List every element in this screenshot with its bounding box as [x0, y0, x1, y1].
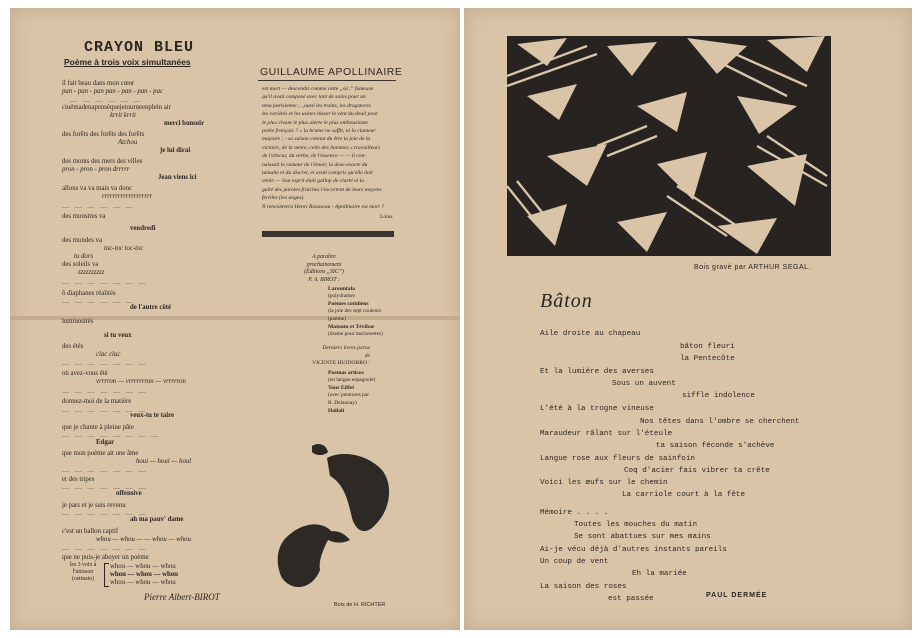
- baton-line: Un coup de vent: [540, 558, 609, 566]
- poem-line: des soleils va: [62, 261, 99, 268]
- baton-line: Sous un auvent: [612, 380, 676, 388]
- apollinaire-line: Il rencontrera Henri Rousseau - Apollinaire est mort ?: [262, 203, 385, 210]
- poem-line: je lui dirai: [160, 147, 191, 154]
- poem-line: — — — — — — —: [62, 545, 148, 553]
- poem-line: — — — — — — —: [62, 388, 148, 396]
- poem-subtitle: Poème à trois voix simultanées: [64, 57, 191, 67]
- announcement-subtitle: (avec peintures par: [328, 391, 370, 398]
- baton-author: PAUL DERMÉE: [706, 592, 768, 599]
- poem-line: Jean viens ici: [158, 174, 197, 181]
- baton-line: Ai-je vécu déjà d'autres instants pareils: [540, 546, 727, 554]
- baton-line: la Pentecôte: [680, 355, 735, 363]
- poem-line: des monstres va: [62, 213, 106, 220]
- poem-line: toc-toc toc-toc: [104, 245, 144, 252]
- poem-line: zzzzzzzzzz: [78, 269, 105, 276]
- poem-line: — — — — — —: [62, 203, 135, 211]
- poem-line: pron - pron - pron drrrrr: [62, 166, 130, 173]
- apollinaire-line: qu'il avait composé avec tant de soins pour un: [262, 94, 366, 101]
- poem-line: veux-tu te taire: [130, 412, 175, 419]
- poem-line: Atchou: [118, 139, 138, 146]
- announcement-title: Poemas articos: [328, 369, 364, 376]
- poem-line: que mon poème ait une âme: [62, 450, 139, 457]
- poem-line: ah ma pauv' dame: [130, 516, 184, 523]
- poem-line: allons va va mais va donc: [62, 185, 133, 192]
- poem-line: whou — whou — — whou — whou: [96, 536, 191, 543]
- baton-title: Bâton: [540, 290, 593, 312]
- baton-line: La carriole court à la fête: [622, 491, 746, 499]
- unison-voice-1: whou — whou — whou: [110, 563, 176, 570]
- poem-line: — — — — — —: [70, 97, 143, 105]
- apollinaire-line: victoire, de la mètre, celle des hommes « travailleurs: [262, 144, 381, 151]
- poem-line: merci bonsoir: [164, 120, 205, 127]
- announcement-title: Larountala: [328, 286, 355, 292]
- poem-line: où avez-vous été: [62, 370, 108, 377]
- poem-line: rrrrrrrrrrrrrrrrrrr: [102, 193, 153, 200]
- apollinaire-line: est mort — descendit comme cette „sic.” fameuse: [262, 86, 374, 92]
- apollinaire-line: tumulte et du discret, et avait compris qu'elle doit: [262, 170, 373, 176]
- unison-voice-2: whou — whou — whou: [110, 571, 178, 578]
- poem-line: que ne puis-je aboyer un poème: [62, 554, 149, 561]
- baton-line: Se sont abattues sur mes mains: [574, 533, 711, 541]
- apollinaire-line: de l'obscur, du verbe, de l'essence — — il con-: [262, 153, 367, 160]
- announcement-subtitle: (la joie des sept couleurs: [328, 308, 382, 314]
- announcement-title: Poèmes cotidiens: [328, 301, 369, 307]
- poem-line: ciuémadenapenséquejetourneenplein air: [62, 104, 171, 111]
- baton-line: Aile droite au chapeau: [540, 330, 641, 338]
- baton-line: Nos têtes dans l'ombre se cherchent: [640, 418, 800, 426]
- poem-line: il fait beau dans mon cœur: [62, 80, 135, 87]
- poem-line: que je chante à pleine pâte: [62, 424, 134, 431]
- announcement-subtitle: R. Delaunay): [328, 399, 357, 406]
- announcement-line: P. A. BIROT :: [308, 276, 340, 283]
- apollinaire-line: venir. — Son esprit était gallop de clarté et la: [262, 178, 364, 185]
- poem-line: — — — — — — —: [62, 484, 148, 492]
- announcement-title: Tour Eiffel: [328, 384, 354, 391]
- announcement-subtitle: (poème): [328, 316, 346, 322]
- announcement-title: Matoum et Tévibar: [328, 324, 375, 330]
- poem-line: donnez-moi de la matière: [62, 398, 132, 405]
- poem-line: si tu veux: [104, 332, 132, 339]
- poem-line: — — — — — — —: [62, 467, 148, 475]
- poem-line: des forêts des forêts des forêts: [62, 131, 145, 138]
- announcement-line: prochainement: [306, 261, 342, 268]
- poem-line: — — — — — —: [62, 298, 135, 306]
- announcement-line: A paraître: [312, 254, 336, 260]
- announcement-head: de: [364, 352, 370, 359]
- richter-caption: Bois de H. RICHTER: [334, 602, 386, 608]
- poem-line: — — — — — — —: [62, 407, 148, 415]
- poem-line: luminosités: [62, 318, 94, 325]
- baton-line: Maraudeur râlant sur l'éteule: [540, 430, 673, 438]
- poem-line: je pars et je suis revenu: [62, 502, 126, 509]
- apollinaire-signature: Lolus: [380, 214, 393, 220]
- apollinaire-line: majeure ; - sa saison connut du être la joie de la: [262, 136, 371, 143]
- poem-line: houi — houi — houl: [136, 458, 192, 465]
- baton-line: Voici les œufs sur le chemin: [540, 479, 668, 487]
- poem-line: de l'autre côté: [130, 304, 172, 311]
- baton-line: bâton fleuri: [680, 343, 735, 351]
- unison-voice-3: whou — whou — whou: [110, 579, 176, 586]
- segal-caption: Bois gravé par ARTHUR SEGAL.: [694, 264, 811, 271]
- poem-line: et des tripes: [62, 476, 95, 483]
- poem-author: Pierre Albert-BIROT: [144, 592, 220, 602]
- announcement-subtitle: (polydrame): [328, 293, 355, 299]
- apollinaire-line: les variétés et les usines hisser le vent du deuil pour: [262, 111, 379, 118]
- poem-line: — — — — — — — —: [62, 432, 161, 440]
- poem-line: c'est un ballon captif: [62, 528, 119, 535]
- voices-bracket: [104, 563, 109, 587]
- baton-line: siffle indolence: [682, 392, 755, 400]
- announcement-head: Derniers livres parus: [322, 345, 370, 351]
- apollinaire-rule: [262, 231, 394, 237]
- announcement-subtitle: (en langue espagnole): [328, 376, 376, 383]
- announcement-head: VICENTE HUIDOBRO :: [312, 360, 370, 366]
- poem-line: ô diaphanes réalités: [62, 290, 116, 297]
- poem-title: CRAYON BLEU: [84, 39, 195, 56]
- poem-line: des monts des mers des villes: [62, 158, 143, 165]
- baton-line: Et la lumière des averses: [540, 368, 654, 376]
- apollinaire-line: gaîté des paroles fraîches l'escortent de leurs moyens: [262, 186, 382, 193]
- poem-line: des étés: [62, 343, 84, 350]
- apollinaire-line: fertiles (les anges).: [262, 195, 305, 202]
- baton-line: Toutes les mouches du matin: [574, 521, 698, 529]
- poem-line: pan - pan - pan pan - pan - pan - pac: [62, 88, 163, 95]
- apollinaire-title: GUILLAUME APOLLINAIRE: [260, 66, 403, 78]
- baton-line: Mémoire . . . .: [540, 509, 609, 517]
- poem-line: krrit krrit: [110, 112, 136, 119]
- poem-line: des mondes va: [62, 237, 103, 244]
- baton-line: L'été à la trogne vineuse: [540, 405, 654, 413]
- baton-line: Coq d'acier fais vibrer ta crête: [624, 467, 770, 475]
- baton-line: La saison des roses: [540, 583, 627, 591]
- baton-line: Langue rose aux fleurs de sainfoin: [540, 455, 695, 463]
- poem-line: vrrrron — vrrrrrrron — vrrrrron: [96, 378, 186, 385]
- poem-line: — — — — — — —: [62, 279, 148, 287]
- apollinaire-line: poète français ? » la brume ne suffit, ni la clameur: [262, 128, 376, 134]
- apollinaire-line: tenu parisienne ; ,,ouvé les trains, les drugstores: [262, 102, 371, 109]
- poem-line: vendredi: [130, 225, 156, 232]
- announcement-subtitle: (drame pour marionettes): [328, 331, 383, 337]
- baton-line: est passée: [608, 595, 654, 603]
- richter-woodcut: [272, 440, 402, 600]
- announcement-line: (Éditions „SIC”): [304, 269, 344, 275]
- poem-line: — — — — — — —: [62, 360, 148, 368]
- poem-line: clac clac: [96, 351, 121, 358]
- poem-line: Edgar: [96, 439, 115, 446]
- poem-line: — — — — — — —: [62, 510, 148, 518]
- apollinaire-line: naissait le rameur de l'émoir, la dose exacte du: [262, 161, 368, 168]
- poem-line: tu dors: [74, 253, 94, 260]
- baton-line: ta saison féconde s'achève: [656, 442, 775, 450]
- announcement-title: Hallali: [328, 407, 345, 414]
- segal-woodcut: [507, 36, 831, 256]
- poem-line: offensive: [116, 490, 142, 497]
- unison-note: les 3 voix à l'unisson (ostinato): [69, 562, 97, 582]
- baton-line: Eh la mariée: [632, 570, 687, 578]
- apollinaire-line: le plus vivant le plus alerte le plus enthousiaste: [262, 119, 368, 126]
